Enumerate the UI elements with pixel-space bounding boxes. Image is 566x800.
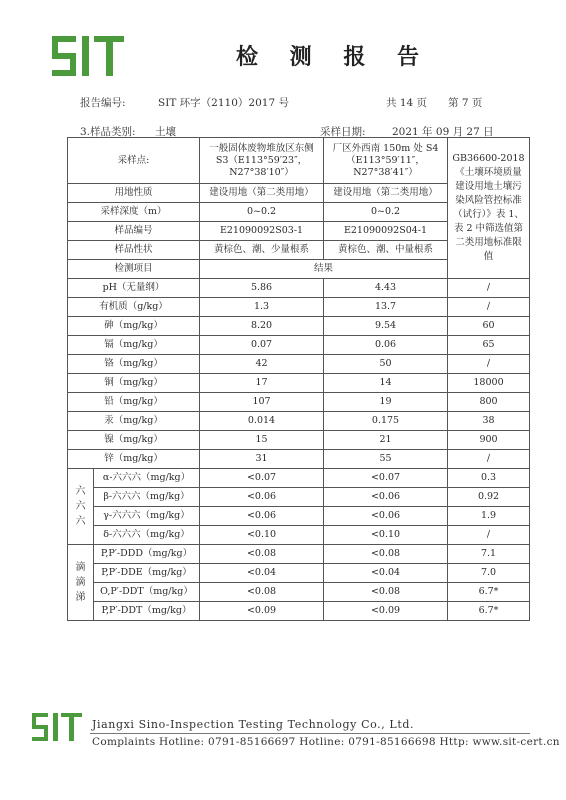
table-row: 六 六 六 α-六六六（mg/kg） <0.07 <0.07 0.3: [68, 469, 530, 488]
sample-type-label: 3.样品类别:: [80, 126, 136, 138]
site-2: 厂区外西南 150m 处 S4（E113°59′11″，N27°38′41″）: [324, 138, 448, 184]
page-count: 共 14 页 第 7 页: [386, 97, 483, 109]
footer-logo: [32, 713, 82, 741]
footer-contact: Complaints Hotline: 0791-85166697 Hotline: 0791-85166698 Http: www.sit-cert.cn: [92, 736, 560, 748]
item-label: 检测项目: [68, 260, 200, 279]
footer-company: Jiangxi Sino-Inspection Testing Technology Co., Ltd.: [92, 718, 415, 731]
site-1: 一般固体废物堆放区东侧 S3（E113°59′23″，N27°38′10″）: [200, 138, 324, 184]
table-row: P,P′-DDT（mg/kg） <0.09 <0.09 6.7*: [68, 602, 530, 621]
table-row: 锌（mg/kg） 31 55 /: [68, 450, 530, 469]
table-row: γ-六六六（mg/kg） <0.06 <0.06 1.9: [68, 507, 530, 526]
table-row: 滴 滴 涕 P,P′-DDD（mg/kg） <0.08 <0.08 7.1: [68, 545, 530, 564]
sampling-date-label: 采样日期:: [320, 126, 366, 138]
result-label: 结果: [200, 260, 448, 279]
table-row: pH（无量纲） 5.86 4.43 /: [68, 279, 530, 298]
table-row: 用地性质 建设用地（第二类用地） 建设用地（第二类用地）: [68, 184, 530, 203]
footer-divider: [90, 733, 530, 734]
report-no-label: 报告编号:: [80, 97, 126, 109]
page-title: 检 测 报 告: [236, 44, 431, 70]
report-no-value: SIT 环字（2110）2017 号: [158, 97, 289, 109]
site-label: 采样点:: [68, 138, 200, 184]
company-logo: [52, 36, 124, 76]
standard-limit-header: GB36600-2018《土壤环境质量 建设用地土壤污染风险管控标准（试行）》表 1、表 2 中筛选值第二类用地标准限值: [448, 138, 530, 279]
table-row: β-六六六（mg/kg） <0.06 <0.06 0.92: [68, 488, 530, 507]
table-row: 砷（mg/kg） 8.20 9.54 60: [68, 317, 530, 336]
sampling-date-value: 2021 年 09 月 27 日: [392, 126, 494, 138]
group-label-ddt: 滴 滴 涕: [68, 545, 94, 621]
results-table: [67, 137, 530, 621]
group-label-bhc: 六 六 六: [68, 469, 94, 545]
table-row: 采样深度（m） 0~0.2 0~0.2: [68, 203, 530, 222]
table-row: 汞（mg/kg） 0.014 0.175 38: [68, 412, 530, 431]
table-row: 铬（mg/kg） 42 50 /: [68, 355, 530, 374]
table-row: 铜（mg/kg） 17 14 18000: [68, 374, 530, 393]
sample-type-value: 土壤: [155, 126, 176, 138]
table-row: P,P′-DDE（mg/kg） <0.04 <0.04 7.0: [68, 564, 530, 583]
table-row: 镉（mg/kg） 0.07 0.06 65: [68, 336, 530, 355]
table-row: O,P′-DDT（mg/kg） <0.08 <0.08 6.7*: [68, 583, 530, 602]
table-row: 铅（mg/kg） 107 19 800: [68, 393, 530, 412]
table-row: 有机质（g/kg） 1.3 13.7 /: [68, 298, 530, 317]
table-row: 镍（mg/kg） 15 21 900: [68, 431, 530, 450]
table-row: δ-六六六（mg/kg） <0.10 <0.10 /: [68, 526, 530, 545]
table-row: 样品编号 E21090092S03-1 E21090092S04-1: [68, 222, 530, 241]
table-row: 样品性状 黄棕色、潮、少量根系 黄棕色、潮、中量根系: [68, 241, 530, 260]
